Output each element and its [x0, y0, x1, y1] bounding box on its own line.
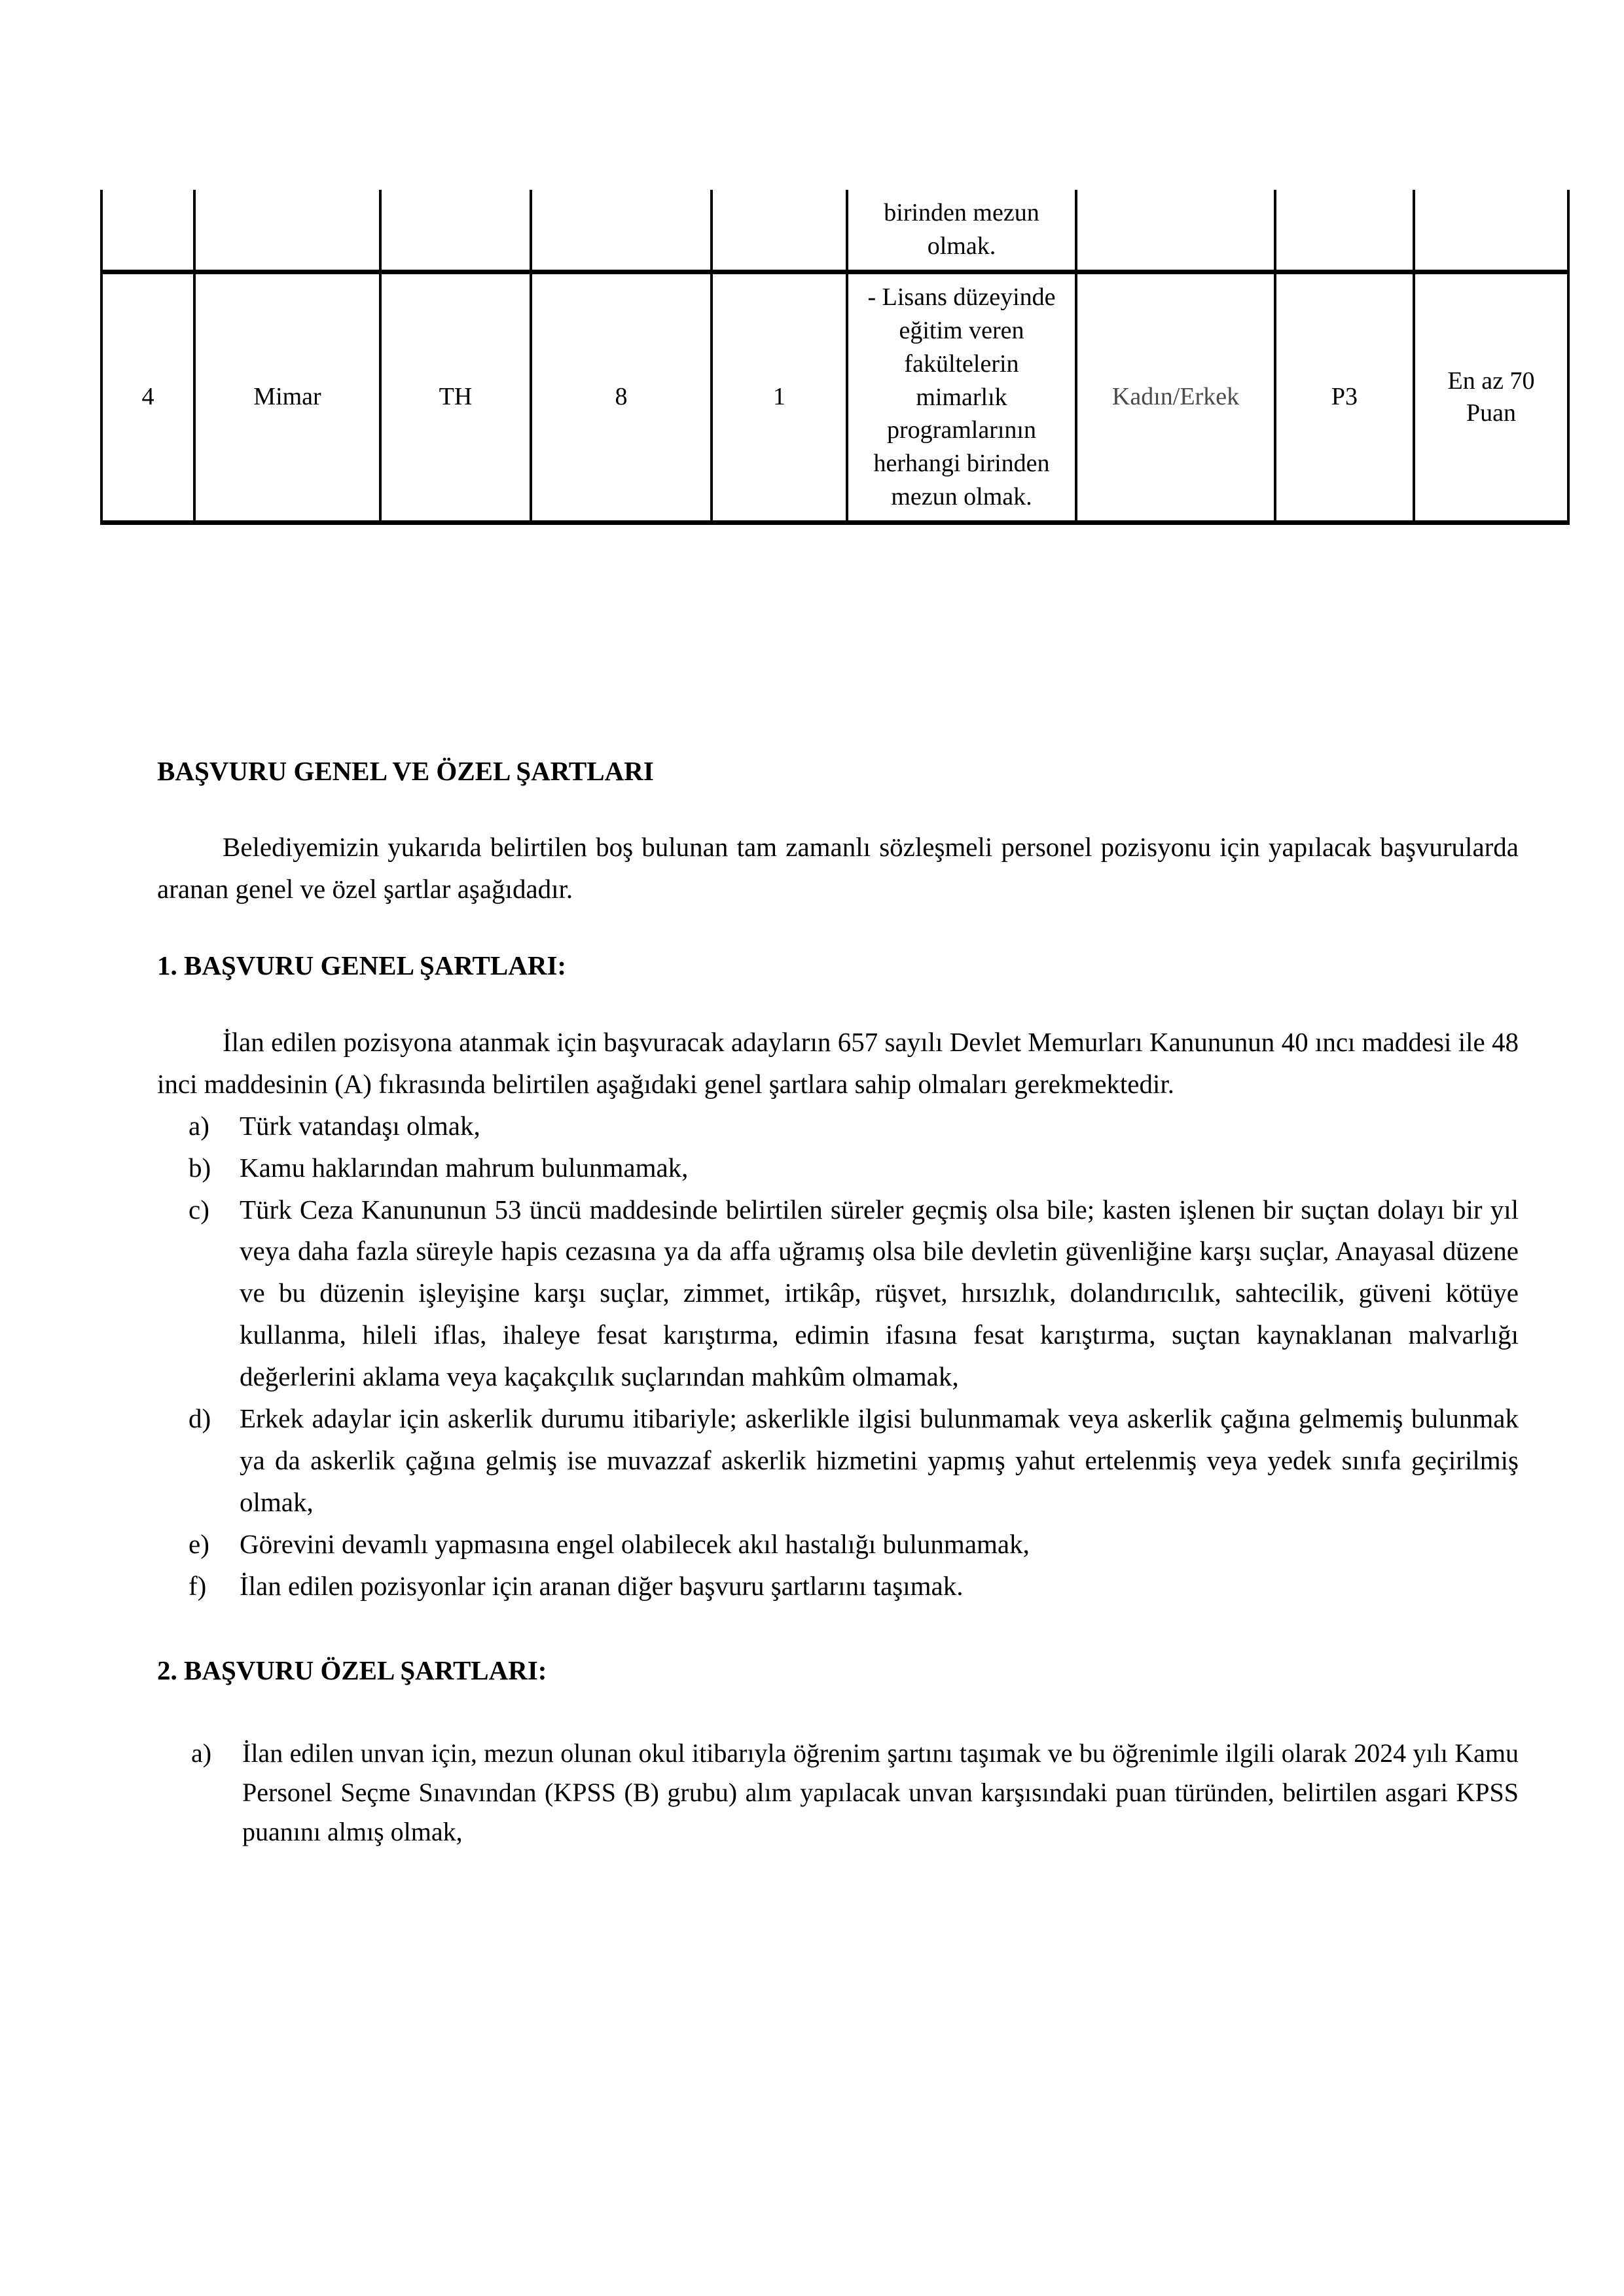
- list-item: [157, 1147, 1519, 1189]
- list-item-text: Erkek adaylar için askerlik durumu itibariyle; askerlikle ilgisi bulunmamak veya askerlik çağına gelmemiş bulunmak ya da askerlik çağına gelmiş ise muvazzaf askerlik hizmetini yapmış yahut ertelenmiş veya yedek sınıfa geçirilmiş olmak,: [240, 1403, 1519, 1518]
- cell-sinif: TH: [380, 272, 531, 522]
- list-item: [157, 1398, 1519, 1524]
- list-marker: d): [189, 1403, 211, 1434]
- positions-table: [100, 190, 1570, 525]
- cell-kpss-puan-turu: P3: [1275, 272, 1414, 522]
- list-marker: a): [191, 1738, 212, 1768]
- cell-sinif: [380, 190, 531, 272]
- cell-nitelikler: - Lisans düzeyinde eğitim veren fakültelerin mimarlık programlarının herhangi birinden mezun olmak.: [847, 272, 1076, 522]
- main-heading: BAŞVURU GENEL VE ÖZEL ŞARTLARI: [157, 756, 654, 786]
- list-marker: f): [189, 1571, 207, 1602]
- general-conditions-heading: 1. BAŞVURU GENEL ŞARTLARI:: [157, 950, 567, 981]
- list-item: [157, 1524, 1519, 1566]
- list-item: [157, 1566, 1519, 1607]
- list-item-text: Görevini devamlı yapmasına engel olabilecek akıl hastalığı bulunmamak,: [240, 1529, 1030, 1560]
- list-item-text: Kamu haklarından mahrum bulunmamak,: [240, 1152, 689, 1183]
- document-body: [157, 753, 1519, 1852]
- cell-kpss-taban-puani: En az 70 Puan: [1414, 272, 1568, 522]
- list-marker: b): [189, 1152, 211, 1183]
- cell-sira-no: [101, 190, 194, 272]
- list-marker: e): [189, 1529, 209, 1560]
- cell-adet: [712, 190, 847, 272]
- list-item-text: İlan edilen unvan için, mezun olunan okul itibarıyla öğrenim şartını taşımak ve bu öğrenimle ilgili olarak 2024 yılı Kamu Personel Seçme Sınavından (KPSS (B) grubu) alım yapılacak unvan karşısındaki puan türünden, belirtilen asgari KPSS puanını almış olmak,: [242, 1738, 1519, 1847]
- cell-derece: [531, 190, 712, 272]
- special-conditions-list: [157, 1734, 1519, 1852]
- cell-adet: 1: [712, 272, 847, 522]
- cell-sira-no: 4: [101, 272, 194, 522]
- cell-nitelikler: birinden mezun olmak.: [847, 190, 1076, 272]
- table-row: [101, 272, 1568, 522]
- cell-unvan: [194, 190, 380, 272]
- list-item: [157, 1189, 1519, 1399]
- cell-cinsiyet: Kadın/Erkek: [1076, 272, 1275, 522]
- cell-kpss-taban-puani: [1414, 190, 1568, 272]
- list-marker: c): [189, 1194, 209, 1225]
- general-conditions-paragraph: İlan edilen pozisyona atanmak için başvuracak adayların 657 sayılı Devlet Memurları Kanununun 40 ıncı maddesi ile 48 inci maddesinin (A) fıkrasında belirtilen aşağıdaki genel şartlara sahip olmaları gerekmektedir.: [157, 1026, 1519, 1099]
- list-item-text: İlan edilen pozisyonlar için aranan diğer başvuru şartlarını taşımak.: [240, 1571, 964, 1602]
- cell-cinsiyet: [1076, 190, 1275, 272]
- intro-paragraph: Belediyemizin yukarıda belirtilen boş bulunan tam zamanlı sözleşmeli personel pozisyonu için yapılacak başvurularda aranan genel ve özel şartlar aşağıdadır.: [157, 832, 1519, 905]
- cell-unvan: Mimar: [194, 272, 380, 522]
- table-row: [101, 190, 1568, 272]
- list-item: [157, 1734, 1519, 1852]
- cell-derece: 8: [531, 272, 712, 522]
- positions-table-wrapper: [100, 190, 1567, 525]
- list-marker: a): [189, 1110, 209, 1141]
- list-item: [157, 1105, 1519, 1147]
- list-item-text: Türk vatandaşı olmak,: [240, 1110, 480, 1141]
- list-item-text: Türk Ceza Kanununun 53 üncü maddesinde belirtilen süreler geçmiş olsa bile; kasten işlenen bir suçtan dolayı bir yıl veya daha fazla süreyle hapis cezasına ya da affa uğramış olsa bile devletin güvenliğine karşı suçlar, Anayasal düzene ve bu düzenin işleyişine karşı suçlar, zimmet, irtikâp, rüşvet, hırsızlık, dolandırıcılık, sahtecilik, güveni kötüye kullanma, hileli iflas, ihaleye fesat karıştırma, edimin ifasına fesat karıştırma, suçtan kaynaklanan malvarlığı değerlerini aklama veya kaçakçılık suçlarından mahkûm olmamak,: [240, 1194, 1519, 1392]
- cell-kpss-puan-turu: [1275, 190, 1414, 272]
- general-conditions-list: [157, 1105, 1519, 1607]
- special-conditions-heading: 2. BAŞVURU ÖZEL ŞARTLARI:: [157, 1655, 547, 1686]
